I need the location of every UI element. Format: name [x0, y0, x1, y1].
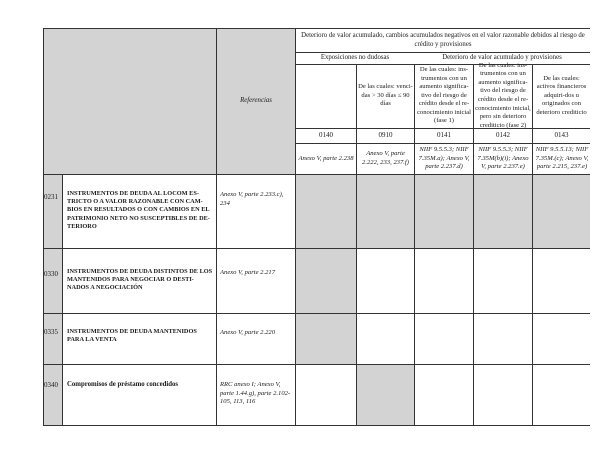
- col-code-0142: 0142: [496, 131, 510, 140]
- shade-row-0231-code: [43, 175, 62, 248]
- col-code-0910: 0910: [378, 131, 393, 140]
- row-ref-0340: RRC anexo I; Anexo V, parte 1.44.g), parte 2.102-105, 113, 116: [220, 381, 291, 406]
- col-header-0910: De las cuales: venci-das > 30 días ≤ 90 días: [358, 83, 413, 108]
- grid-line: [43, 425, 590, 426]
- row-code-0330: 0330: [44, 270, 58, 278]
- shade-row-0335-code: [43, 314, 62, 364]
- grid-line: [296, 143, 590, 144]
- shade-row-0330-code: [43, 249, 62, 313]
- shade-row-0340-code: [43, 365, 62, 425]
- shade-row-0231: [296, 175, 590, 248]
- grid-line: [43, 248, 590, 249]
- grid-line: [43, 174, 590, 175]
- row-label-0335: INSTRUMENTOS DE DEUDA MANTENIDOS PARA LA VENTA: [67, 328, 197, 344]
- grid-line: [295, 28, 296, 425]
- grid-line: [356, 64, 357, 425]
- row-label-0231: INSTRUMENTOS DE DEUDA AL LOCOM ES-TRICTO O A VALOR RAZONABLE CON CAM-BIOS EN RESULTADOS O CON CAMBIOS EN EL PATRIMONIO NETO NO SUSCEPTIBLES DE DE-TERIORO: [67, 190, 210, 230]
- row-label-0330: INSTRUMENTOS DE DEUDA DISTINTOS DE LOS MANTENIDOS PARA NEGOCIAR O DESTI-NADOS A NEGOCIACIÓN: [67, 268, 213, 292]
- row-ref-0330: Anexo V, parte 2.217: [220, 269, 275, 276]
- col-ref-0141: NIIF 9.5.5.3; NIIF 7.35M.a); Anexo V, parte 2.237.d): [418, 146, 470, 171]
- col-header-0142: De las cuales: ins-trumentos con un aumento significa-tivo del riesgo de crédito desde el re-conocimiento inicial, pero sin deterioro crediticio (fase 2): [475, 61, 531, 129]
- row-label-0340: Compromisos de préstamo concedidos: [67, 381, 179, 388]
- grid-line: [62, 174, 63, 425]
- col-ref-0143: NIIF 9.5.5.13; NIIF 7.35M.(c); Anexo V, parte 2.215, 237.e): [535, 146, 589, 171]
- row-ref-0231: Anexo V, parte 2.233.c), 234: [220, 191, 284, 207]
- col-header-0143: De las cuales: activos financieros adquiri-dos u originados con deterioro crediticio: [536, 74, 587, 116]
- row-code-0231: 0231: [44, 193, 58, 201]
- grid-line: [43, 364, 590, 365]
- col-header-0141: De las cuales: ins-trumentos con un aumento significa-tivo del riesgo de crédito desde el re-conocimiento inicial (fase 1): [416, 66, 471, 125]
- col-ref-0140: Anexo V, parte 2.238: [298, 154, 354, 162]
- referencias-label: Referencias: [240, 97, 272, 105]
- shade-row-0340-col2: [357, 365, 414, 425]
- grid-line: [296, 64, 590, 65]
- row-ref-0335: Anexo V, parte 2.220: [220, 329, 275, 336]
- col-code-0141: 0141: [437, 131, 451, 140]
- grid-line: [532, 64, 533, 425]
- col-code-0143: 0143: [554, 131, 569, 140]
- grid-line: [414, 64, 415, 425]
- col-ref-0142: NIIF 9.5.5.3; NIIF 7.35M(b)(i); Anexo V, parte 2.237.e): [477, 146, 529, 171]
- grid-line: [473, 64, 474, 425]
- row-code-0340: 0340: [44, 381, 58, 389]
- col-code-0140: 0140: [319, 131, 333, 140]
- grid-line: [43, 313, 590, 314]
- col-ref-0910: Anexo V, parte 2.222, 233, 237.f): [362, 150, 409, 166]
- shade-row-0330-col1: [296, 249, 356, 313]
- shade-row-0335-col1: [296, 314, 356, 364]
- subheader-deterioro: Deterioro de valor acumulado y provisiones: [442, 54, 562, 62]
- group-title: Deterioro de valor acumulado, cambios acumulados negativos en el valor razonable debidos al riesgo de crédito y provisiones: [301, 31, 585, 48]
- subheader-exposiciones: Exposiciones no dudosas: [320, 54, 390, 62]
- row-code-0335: 0335: [44, 328, 58, 336]
- grid-line: [43, 28, 44, 425]
